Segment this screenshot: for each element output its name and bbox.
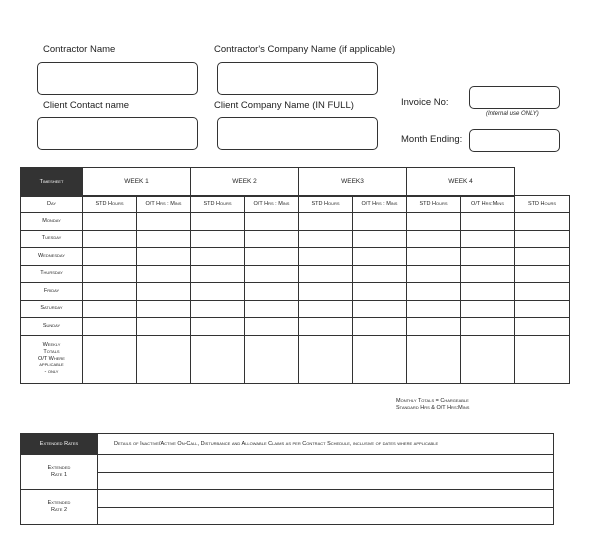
hours-cell[interactable] [461, 248, 515, 266]
hours-cell[interactable] [407, 318, 461, 336]
hours-cell[interactable] [245, 283, 299, 301]
table-row [21, 283, 570, 301]
weekly-totals-line: Totals [43, 348, 60, 355]
table-row [21, 318, 570, 336]
hours-cell[interactable] [407, 283, 461, 301]
table-row [21, 265, 570, 283]
hours-cell[interactable] [137, 265, 191, 283]
monthly-totals-line-2: Standard Hrs & O/T Hrs:Mins [396, 404, 470, 411]
hours-cell[interactable] [137, 248, 191, 266]
day-label: Monday [21, 213, 83, 231]
hours-cell[interactable] [137, 300, 191, 318]
client-company-label: Client Company Name (IN FULL) [214, 100, 354, 111]
extended-rate-2-line-1: Extended [47, 500, 71, 507]
hours-cell[interactable] [299, 300, 353, 318]
hours-cell[interactable] [515, 300, 570, 318]
extended-rate-1-line-1: Extended [47, 465, 71, 472]
hours-cell[interactable] [353, 265, 407, 283]
client-company-field[interactable] [217, 117, 378, 150]
hours-cell[interactable] [461, 283, 515, 301]
hours-cell[interactable] [461, 213, 515, 231]
day-label: Sunday [21, 318, 83, 336]
hours-cell[interactable] [299, 283, 353, 301]
table-row [21, 248, 570, 266]
hours-cell[interactable] [83, 283, 137, 301]
extended-rate-2-label [21, 490, 98, 525]
total-cell[interactable] [407, 335, 461, 383]
day-label: Friday [21, 283, 83, 301]
hours-cell[interactable] [353, 300, 407, 318]
hours-cell[interactable] [299, 230, 353, 248]
hours-cell[interactable] [191, 283, 245, 301]
hours-cell[interactable] [191, 213, 245, 231]
hours-cell[interactable] [515, 213, 570, 231]
hours-cell[interactable] [83, 265, 137, 283]
hours-cell[interactable] [245, 213, 299, 231]
total-cell[interactable] [137, 335, 191, 383]
company-name-field[interactable] [217, 62, 378, 95]
invoice-no-field[interactable] [469, 86, 560, 109]
extended-rate-1-line-2: Rate 1 [50, 472, 68, 478]
internal-use-note: (Internal use ONLY) [486, 111, 539, 117]
hours-cell[interactable] [83, 230, 137, 248]
hours-cell[interactable] [245, 248, 299, 266]
col-header: STD Hours [191, 196, 245, 213]
day-header: Day [21, 196, 83, 213]
column-header-row [21, 196, 570, 213]
monthly-totals-note [396, 398, 469, 412]
week-2-header: WEEK 2 [191, 168, 299, 197]
total-cell[interactable] [83, 335, 137, 383]
hours-cell[interactable] [407, 230, 461, 248]
timesheet-title: Timesheet [21, 168, 83, 197]
extended-rate-2-input[interactable] [98, 508, 554, 525]
contractor-name-field[interactable] [37, 62, 198, 95]
hours-cell[interactable] [299, 248, 353, 266]
hours-cell[interactable] [299, 318, 353, 336]
hours-cell[interactable] [353, 318, 407, 336]
hours-cell[interactable] [299, 213, 353, 231]
col-header: O/T Hrs:Mins [461, 196, 515, 213]
hours-cell[interactable] [191, 300, 245, 318]
extended-rates-details: Details of Inactive/Active On-Call, Disturbance and Allowable Claims as per Contract Schedule, inclusive of dates where applicable [98, 434, 554, 455]
total-cell[interactable] [191, 335, 245, 383]
timesheet-header-table [20, 167, 515, 197]
hours-cell[interactable] [83, 248, 137, 266]
col-header: O/T Hrs : Mins [137, 196, 191, 213]
hours-cell[interactable] [137, 283, 191, 301]
hours-cell[interactable] [407, 300, 461, 318]
timesheet-table [20, 195, 570, 384]
hours-cell[interactable] [353, 248, 407, 266]
hours-cell[interactable] [191, 265, 245, 283]
extended-rate-1-input[interactable] [98, 473, 554, 490]
extended-rate-2-line-2: Rate 2 [50, 507, 68, 513]
hours-cell[interactable] [191, 248, 245, 266]
col-header: O/T Hrs : Mins [353, 196, 407, 213]
hours-cell[interactable] [245, 318, 299, 336]
table-row [21, 230, 570, 248]
col-header: STD Hours [515, 196, 570, 213]
col-header: STD Hours [299, 196, 353, 213]
total-cell[interactable] [353, 335, 407, 383]
month-ending-field[interactable] [469, 129, 560, 152]
weekly-totals-line: - only [44, 369, 59, 376]
hours-cell[interactable] [461, 265, 515, 283]
hours-cell[interactable] [137, 230, 191, 248]
extended-rate-2-input[interactable] [98, 490, 554, 508]
col-header: STD Hours [407, 196, 461, 213]
hours-cell[interactable] [83, 213, 137, 231]
hours-cell[interactable] [353, 213, 407, 231]
week-1-header: WEEK 1 [83, 168, 191, 197]
extended-rate-1-input[interactable] [98, 455, 554, 473]
hours-cell[interactable] [407, 265, 461, 283]
hours-cell[interactable] [461, 318, 515, 336]
hours-cell[interactable] [515, 318, 570, 336]
client-contact-label: Client Contact name [43, 100, 130, 111]
hours-cell[interactable] [461, 230, 515, 248]
hours-cell[interactable] [191, 318, 245, 336]
week-3-header: WEEK3 [299, 168, 407, 197]
hours-cell[interactable] [515, 230, 570, 248]
table-row [21, 213, 570, 231]
hours-cell[interactable] [83, 318, 137, 336]
extended-rates-table [20, 433, 554, 525]
hours-cell[interactable] [407, 213, 461, 231]
hours-cell[interactable] [137, 213, 191, 231]
hours-cell[interactable] [461, 300, 515, 318]
hours-cell[interactable] [245, 230, 299, 248]
total-cell[interactable] [245, 335, 299, 383]
hours-cell[interactable] [515, 248, 570, 266]
weekly-totals-line: Weekly [42, 341, 61, 348]
weekly-totals-line: O/T Where [38, 355, 65, 362]
contractor-name-label: Contractor Name [43, 44, 116, 55]
hours-cell[interactable] [245, 300, 299, 318]
week-4-header: WEEK 4 [407, 168, 515, 197]
day-label: Thursday [21, 265, 83, 283]
col-header: STD Hours [83, 196, 137, 213]
hours-cell[interactable] [353, 230, 407, 248]
client-contact-field[interactable] [37, 117, 198, 150]
weekly-totals-row [21, 335, 570, 383]
day-label: Tuesday [21, 230, 83, 248]
monthly-totals-line-1: Monthly Totals = Chargeable [396, 398, 469, 404]
total-cell[interactable] [299, 335, 353, 383]
total-cell[interactable] [515, 335, 570, 383]
hours-cell[interactable] [245, 265, 299, 283]
hours-cell[interactable] [299, 265, 353, 283]
company-name-label: Contractor's Company Name (if applicable) [214, 44, 396, 55]
table-row [21, 300, 570, 318]
col-header: O/T Hrs : Mins [245, 196, 299, 213]
hours-cell[interactable] [353, 283, 407, 301]
extended-rate-1-label [21, 455, 98, 490]
weekly-totals-line: applicable [39, 362, 64, 369]
day-label: Saturday [21, 300, 83, 318]
weekly-totals-label [21, 335, 83, 383]
hours-cell[interactable] [407, 248, 461, 266]
invoice-no-label: Invoice No: [401, 97, 449, 108]
hours-cell[interactable] [515, 265, 570, 283]
month-ending-label: Month Ending: [401, 134, 463, 145]
day-label: Wednesday [21, 248, 83, 266]
hours-cell[interactable] [137, 318, 191, 336]
hours-cell[interactable] [191, 230, 245, 248]
hours-cell[interactable] [83, 300, 137, 318]
hours-cell[interactable] [515, 283, 570, 301]
extended-rates-title: Extended Rates [21, 434, 98, 455]
total-cell[interactable] [461, 335, 515, 383]
